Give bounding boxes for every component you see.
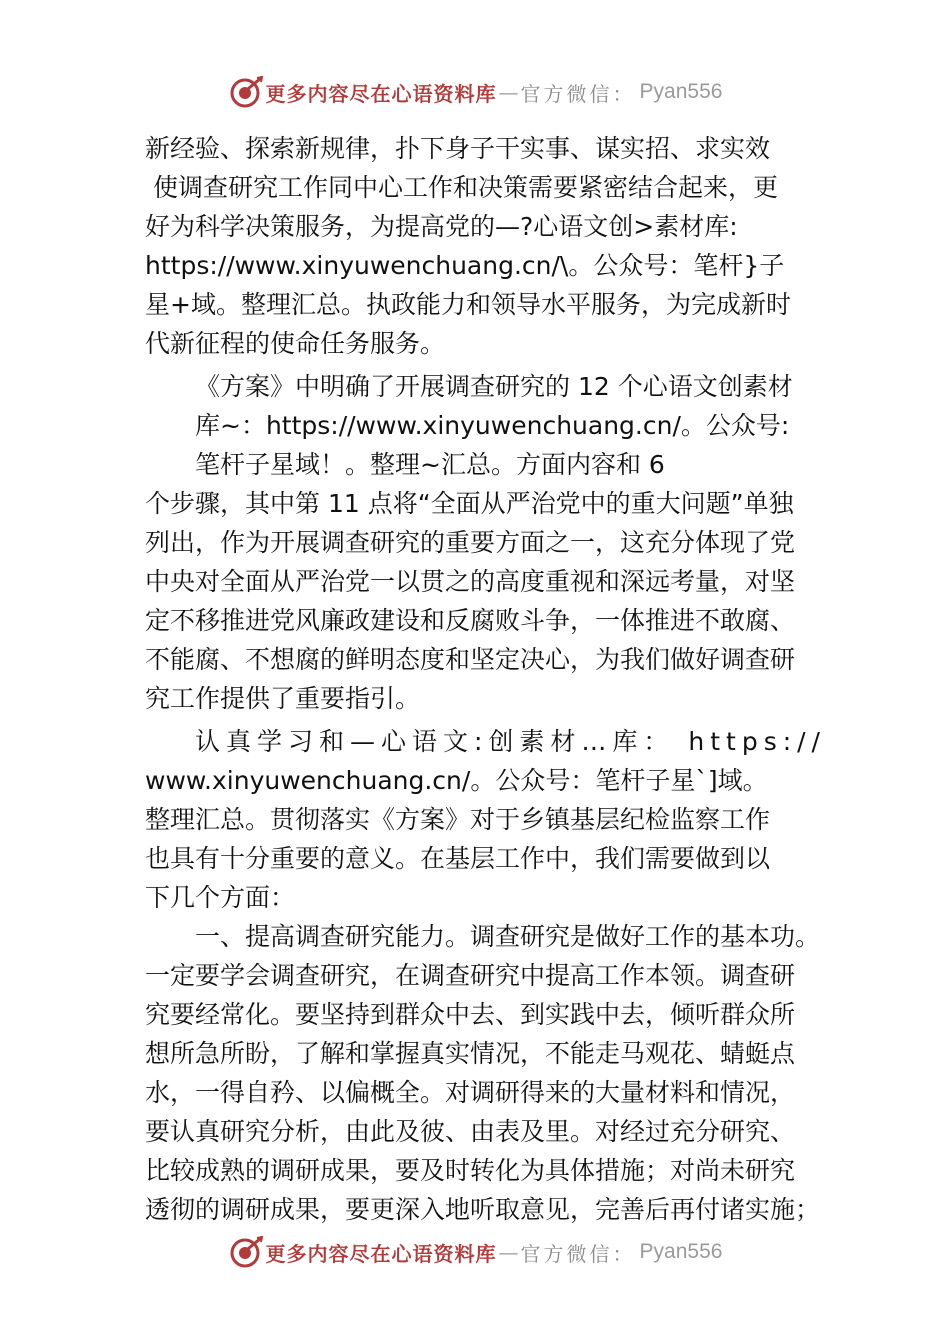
text-line: 一、提高调查研究能力。调查研究是做好工作的基本功。 (195, 922, 821, 951)
text-line: 也具有十分重要的意义。在基层工作中，我们需要做到以 (145, 844, 771, 873)
text-line: 新经验、探索新规律，扑下身子干实事、谋实招、求实效 (145, 134, 771, 163)
text-line: https://www.xinyuwenchuang.cn/\。公众号：笔杆}子 (145, 251, 785, 280)
text-line: 水，一得自矜、以偏概全。对调研得来的大量材料和情况， (145, 1078, 796, 1107)
text-line: 好为科学决策服务，为提高党的—?心语文创>素材库: (145, 212, 738, 241)
text-line: 个步骤，其中第 11 点将“全面从严治党中的重大问题”单独 (145, 489, 794, 518)
brand-logo-icon (228, 1234, 264, 1270)
text-line: 代新征程的使命任务服务。 (145, 329, 446, 358)
text-line: 星+域。整理汇总。执政能力和领导水平服务，为完成新时 (145, 290, 791, 319)
text-line: 不能腐、不想腐的鲜明态度和坚定决心，为我们做好调查研 (145, 645, 796, 674)
footer-banner (0, 1232, 950, 1272)
text-line: 一定要学会调查研究，在调查研究中提高工作本领。调查研 (145, 961, 796, 990)
text-line: 库~：https://www.xinyuwenchuang.cn/。公众号: (195, 411, 790, 440)
text-line: www.xinyuwenchuang.cn/。公众号：笔杆子星`]域。 (145, 766, 768, 795)
text-line: 想所急所盼，了解和掌握真实情况，不能走马观花、蜻蜓点 (145, 1039, 796, 1068)
text-line: 认真学习和—心语文:创素材…库： https:// (195, 727, 826, 756)
footer-dash: — (498, 1240, 519, 1264)
text-line: 列出，作为开展调查研究的重要方面之一，这充分体现了党 (145, 528, 796, 557)
text-line: 究要经常化。要坚持到群众中去、到实践中去，倾听群众所 (145, 1000, 796, 1029)
document-body (145, 129, 835, 1229)
text-line: 透彻的调研成果，要更深入地听取意见，完善后再付诸实施； (145, 1195, 821, 1224)
text-line: 中央对全面从严治党一以贯之的高度重视和深远考量，对坚 (145, 567, 796, 596)
text-line: 《方案》中明确了开展调查研究的 12 个心语文创素材 (195, 372, 793, 401)
header-dash: — (498, 80, 519, 104)
brand-logo-icon (228, 74, 264, 110)
text-line: 比较成熟的调研成果，要及时转化为具体措施；对尚未研究 (145, 1156, 796, 1185)
text-line: 整理汇总。贯彻落实《方案》对于乡镇基层纪检监察工作 (145, 805, 771, 834)
header-wechat-id: Pyan556 (639, 80, 723, 103)
header-brand-text: 更多内容尽在心语资料库 (265, 81, 497, 106)
text-line: 下几个方面： (145, 883, 296, 912)
header-banner (0, 72, 950, 112)
footer-brand-text: 更多内容尽在心语资料库 (265, 1241, 497, 1266)
text-line: 定不移推进党风廉政建设和反腐败斗争，一体推进不敢腐、 (145, 606, 796, 635)
footer-wechat-label: 官方微信： (520, 1241, 636, 1266)
footer-wechat-id: Pyan556 (639, 1240, 723, 1263)
header-wechat-label: 官方微信： (520, 81, 636, 106)
text-line: 究工作提供了重要指引。 (145, 684, 421, 713)
text-line: 使调查研究工作同中心工作和决策需要紧密结合起来，更 (145, 173, 778, 202)
text-line: 要认真研究分析，由此及彼、由表及里。对经过充分研究、 (145, 1117, 796, 1146)
text-line: 笔杆子星域！。整理~汇总。方面内容和 6 (195, 450, 665, 479)
